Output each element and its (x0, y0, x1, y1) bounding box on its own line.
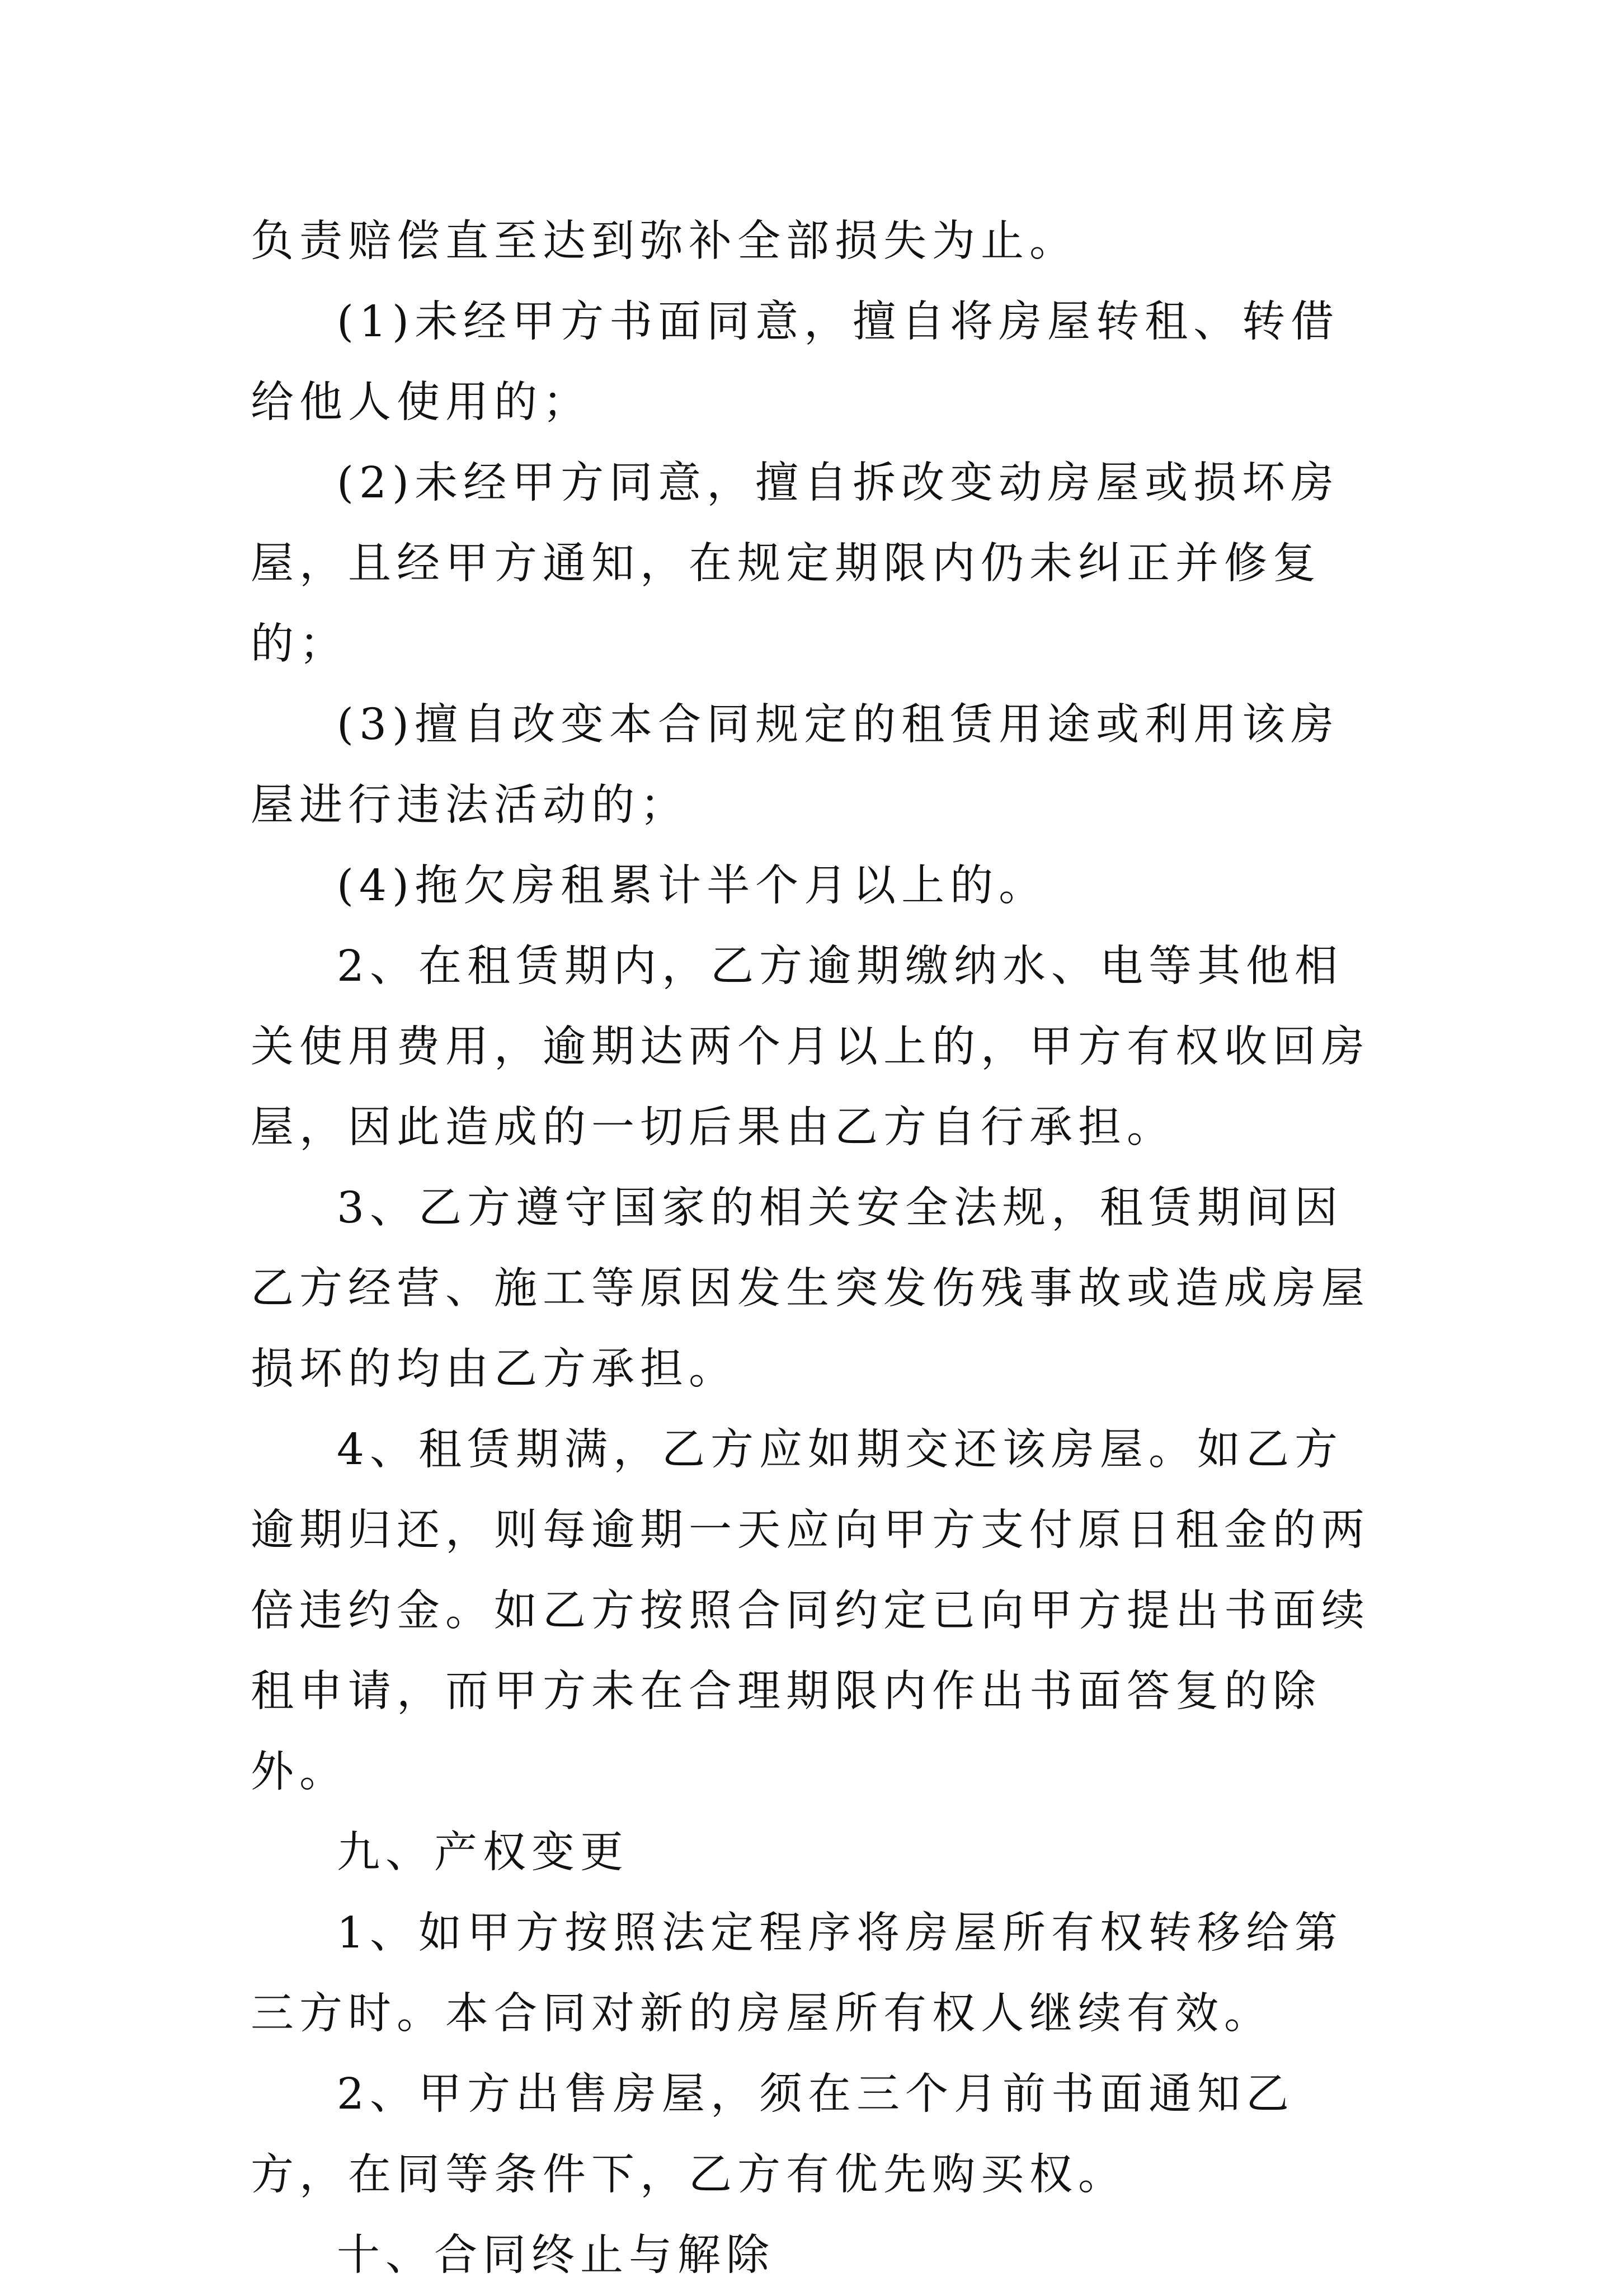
section-heading-termination: 十、合同终止与解除 (337, 2231, 775, 2280)
document-body (251, 201, 1375, 2296)
clause-4-lease-expiry: 4、租赁期满，乙方应如期交还该房屋。如乙方逾期归还，则每逾期一天应向甲方支付原日租金的两倍违约金。如乙方按照合同约定已向甲方提出书面续租申请，而甲方未在合理期限内作出书面答复的除外。 (251, 1425, 1370, 1797)
property-clause-1: 1、如甲方按照法定程序将房屋所有权转移给第三方时。本合同对新的房屋所有权人继续有效。 (251, 1908, 1343, 2039)
clause-item-1: (1)未经甲方书面同意，擅自将房屋转租、转借给他人使用的； (251, 297, 1340, 427)
clause-item-4: (4)拖欠房租累计半个月以上的。 (337, 861, 1048, 911)
clause-item-2: (2)未经甲方同意，擅自拆改变动房屋或损坏房屋，且经甲方通知，在规定期限内仍未纠正并修复的； (251, 458, 1340, 669)
clause-item-3: (3)擅自改变本合同规定的租赁用途或利用该房屋进行违法活动的； (251, 700, 1340, 830)
property-clause-2: 2、甲方出售房屋，须在三个月前书面通知乙方，在同等条件下，乙方有优先购买权。 (251, 2069, 1295, 2200)
section-heading-property-change: 九、产权变更 (337, 1828, 629, 1878)
clause-2-late-payment: 2、在租赁期内，乙方逾期缴纳水、电等其他相关使用费用，逾期达两个月以上的，甲方有权收回房屋，因此造成的一切后果由乙方自行承担。 (251, 942, 1370, 1152)
paragraph-continuation: 负责赔偿直至达到弥补全部损失为止。 (251, 217, 1078, 266)
clause-3-safety: 3、乙方遵守国家的相关安全法规，租赁期间因乙方经营、施工等原因发生突发伤残事故或造成房屋损坏的均由乙方承担。 (251, 1183, 1370, 1394)
